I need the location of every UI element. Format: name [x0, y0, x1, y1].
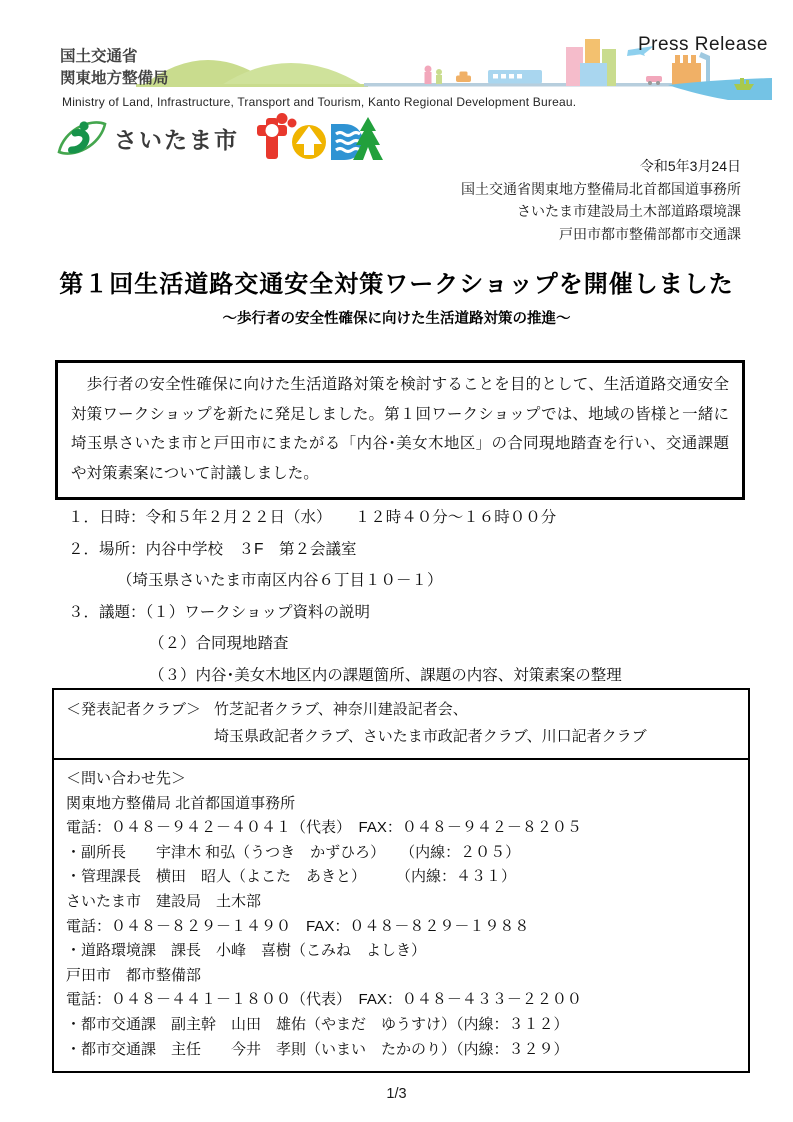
detail-agenda-2: （２）合同現地踏査 [149, 635, 289, 652]
event-details-list [68, 502, 622, 691]
toda-letter-o [292, 125, 326, 159]
car-icon [456, 72, 471, 83]
page-number: 1/3 [386, 1086, 407, 1102]
saitama-city-label: さいたま市 [114, 126, 239, 153]
contact-line: 電話：０４８－４４１－１８００（代表） FAX：０４８－４３３－２２００ [66, 991, 582, 1009]
contact-line: 関東地方整備局 北首都国道事務所 [66, 794, 296, 812]
inquiries-section [54, 758, 748, 1071]
contact-line: ・管理課長 横田 昭人（よこた あきと） （内線：４３１） [66, 868, 517, 886]
inquiries-label: ＜問い合わせ先＞ [66, 770, 187, 787]
saitama-city-logo-icon [56, 115, 108, 161]
train-icon [488, 70, 542, 84]
page-subtitle: ～歩行者の安全性確保に向けた生活道路対策の推進～ [222, 311, 571, 327]
document-meta-block [461, 155, 741, 245]
agency-line2: 関東地方整備局 [60, 70, 169, 87]
buildings-graphic [566, 39, 616, 86]
detail-place-address: （埼玉県さいたま市南区内谷６丁目１０－１） [117, 572, 443, 589]
factory-icon [672, 52, 710, 86]
release-date: 令和5年3月24日 [639, 158, 741, 174]
toda-city-logo-icon [255, 113, 383, 163]
summary-box [55, 360, 745, 500]
contact-line: ・道路環境課 課長 小峰 喜樹（こみね よしき） [66, 942, 427, 960]
press-clubs-section [54, 690, 748, 758]
hills-graphic [136, 60, 368, 87]
road-line [364, 83, 690, 87]
summary-text: 歩行者の安全性確保に向けた生活道路対策を検討することを目的として、生活道路交通安全対策ワークショップを新たに発足しました。第１回ワークショップでは、地域の皆様と一緒に埼玉県さいたま市と戸田市にまたがる「内谷･美女木地区」の合同現地踏査を行い、交通課題や対策素案について討議しました。 [71, 376, 729, 482]
detail-place: ２．場所：内谷中学校 ３F 第２会議室 [68, 540, 357, 558]
contact-box [52, 688, 750, 1073]
contact-line: ・都市交通課 主任 今井 孝則（いまい たかのり）（内線：３２９） [66, 1040, 569, 1058]
city-logos-row [56, 111, 383, 165]
press-clubs-label: ＜発表記者クラブ＞ [66, 701, 202, 718]
issuing-org-2: さいたま市建設局土木部道路環境課 [517, 203, 741, 219]
page-title: 第１回生活道路交通安全対策ワークショップを開催しました [59, 271, 734, 298]
agency-line1: 国土交通省 [60, 48, 138, 65]
press-clubs-value1: 竹芝記者クラブ、神奈川建設記者会、 [214, 701, 468, 718]
issuing-org-1: 国土交通省関東地方整備局北首都国道事務所 [461, 180, 741, 197]
press-release-label: Press Release [637, 34, 768, 55]
toda-letter-t [257, 113, 297, 159]
ministry-english-line: Ministry of Land, Infrastructure, Transport and Tourism, Kanto Regional Development Bureau. [62, 95, 577, 109]
contact-line: ・副所長 宇津木 和弘（うつき かずひろ） （内線：２０５） [66, 843, 521, 861]
pedestrians-graphic [425, 66, 443, 85]
issuing-org-3: 戸田市都市整備部都市交通課 [559, 225, 741, 242]
detail-agenda-3: （３）内谷･美女木地区内の課題箇所、課題の内容、対策素案の整理 [149, 666, 622, 684]
detail-datetime: １．日時：令和５年２月２２日（水） １２時４０分～１６時００分 [68, 509, 557, 526]
press-clubs-line1 [66, 697, 738, 724]
contact-line: さいたま市 建設局 土木部 [66, 892, 262, 910]
press-clubs-line2: 埼玉県政記者クラブ、さいたま市政記者クラブ、川口記者クラブ [214, 727, 647, 745]
contact-line: 電話：０４８－８２９－１４９０ FAX：０４８－８２９－１９８８ [66, 917, 530, 935]
contact-line: ・都市交通課 副主幹 山田 雄佑（やまだ ゆうすけ）（内線：３１２） [66, 1015, 569, 1033]
detail-agenda-1: ３．議題：（１）ワークショップ資料の説明 [68, 603, 370, 621]
agency-name-block [60, 46, 169, 90]
contact-line: 電話：０４８－９４２－４０４１（代表） FAX：０４８－９４２－８２０５ [66, 819, 582, 837]
contact-line: 戸田市 都市整備部 [66, 966, 202, 984]
